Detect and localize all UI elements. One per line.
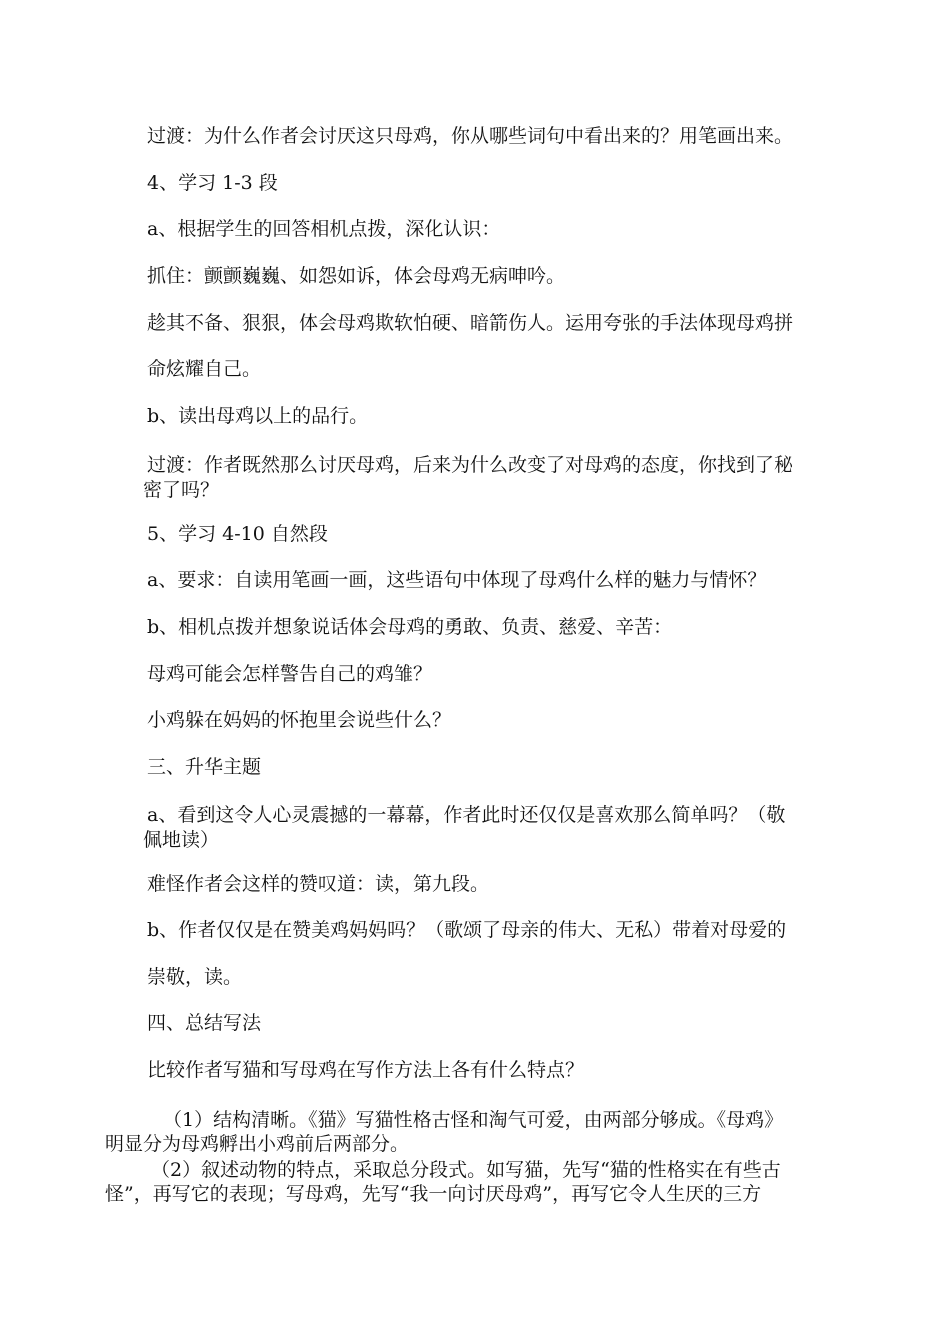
paragraph-point-1-line-1: （1）结构清晰。《猫》写猫性格古怪和淘气可爱，由两部分够成。《母鸡》: [163, 1109, 784, 1131]
paragraph-surprise: 趁其不备、狠狠，体会母鸡欺软怕硬、暗箭伤人。运用夸张的手法体现母鸡拼: [147, 312, 794, 334]
paragraph-question-2: 小鸡躲在妈妈的怀抱里会说些什么？: [147, 709, 452, 731]
paragraph-compare: 比较作者写猫和写母鸡在写作方法上各有什么特点？: [147, 1059, 585, 1081]
paragraph-point-2: [105, 1158, 840, 1206]
paragraph-point-1: [105, 1108, 840, 1156]
heading-section-3: 三、升华主题: [147, 756, 262, 778]
paragraph-transition-1: 过渡：为什么作者会讨厌这只母鸡，你从哪些词句中看出来的？用笔画出来。: [147, 125, 794, 147]
paragraph-question-1: 母鸡可能会怎样警告自己的鸡雏？: [147, 663, 433, 685]
paragraph-section-3a-line-2: 佩地读）: [143, 829, 220, 851]
paragraph-step-5b: b、相机点拨并想象说话体会母鸡的勇敢、负责、慈爱、辛苦：: [147, 616, 673, 638]
paragraph-grasp: 抓住：颤颤巍巍、如怨如诉，体会母鸡无病呻吟。: [147, 265, 566, 287]
paragraph-section-3b: b、作者仅仅是在赞美鸡妈妈吗？（歌颂了母亲的伟大、无私）带着对母爱的: [147, 919, 787, 941]
paragraph-step-4b: b、读出母鸡以上的品行。: [147, 405, 369, 427]
paragraph-section-3a-line-1: a、看到这令人心灵震撼的一幕幕，作者此时还仅仅是喜欢那么简单吗？（敬: [147, 804, 786, 826]
paragraph-point-1-line-2: 明显分为母鸡孵出小鸡前后两部分。: [105, 1133, 410, 1155]
heading-section-4: 四、总结写法: [147, 1012, 262, 1034]
paragraph-point-2-line-2: 怪”，再写它的表现；写母鸡，先写“我一向讨厌母鸡”，再写它令人生厌的三方: [105, 1183, 762, 1205]
paragraph-step-4a: a、根据学生的回答相机点拨，深化认识：: [147, 218, 501, 240]
paragraph-surprise-cont: 命炫耀自己。: [147, 358, 262, 380]
heading-step-4: 4、学习 1-3 段: [147, 172, 278, 194]
heading-step-5: 5、学习 4-10 自然段: [147, 523, 328, 545]
paragraph-step-5a: a、要求：自读用笔画一画，这些语句中体现了母鸡什么样的魅力与情怀？: [147, 569, 767, 591]
paragraph-section-3b-cont: 崇敬，读。: [147, 966, 243, 988]
paragraph-section-3a: [143, 803, 837, 853]
paragraph-transition-2: [143, 453, 837, 503]
paragraph-point-2-line-1: （2）叙述动物的特点，采取总分段式。如写猫，先写“猫的性格实在有些古: [151, 1159, 781, 1181]
paragraph-transition-2-line-1: 过渡：作者既然那么讨厌母鸡，后来为什么改变了对母鸡的态度，你找到了秘: [147, 454, 794, 476]
paragraph-praise: 难怪作者会这样的赞叹道：读，第九段。: [147, 873, 490, 895]
paragraph-transition-2-line-2: 密了吗？: [143, 479, 220, 501]
